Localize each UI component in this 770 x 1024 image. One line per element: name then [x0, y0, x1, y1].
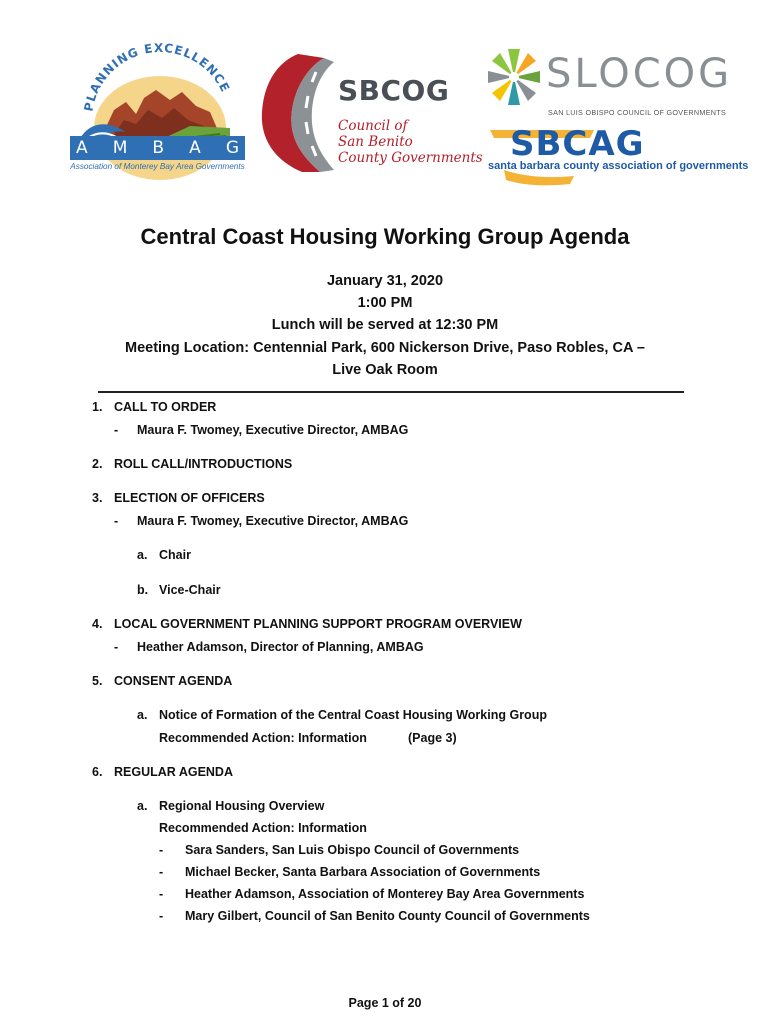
item-title: CALL TO ORDER — [114, 400, 217, 414]
presenter: Maura F. Twomey, Executive Director, AMBAG — [137, 423, 409, 437]
meeting-time: 1:00 PM — [357, 295, 413, 311]
lunch-note: Lunch will be served at 12:30 PM — [271, 317, 499, 333]
meeting-room: Live Oak Room — [332, 362, 438, 378]
ambag-letter: A — [76, 138, 88, 158]
ambag-letter: A — [189, 138, 201, 158]
sbcag-name: SBCAG — [510, 124, 645, 164]
ambag-letters — [70, 138, 245, 158]
document-title: Central Coast Housing Working Group Agenda — [140, 224, 630, 249]
page-reference: (Page 3) — [408, 731, 457, 745]
meeting-location: Meeting Location: Centennial Park, 600 Nickerson Drive, Paso Robles, CA – — [124, 340, 645, 356]
sbcog-subtitle: Council of San Benito County Governments — [338, 118, 483, 166]
meeting-date: January 31, 2020 — [326, 273, 444, 289]
item-number: 5. — [92, 674, 103, 688]
presenter: Heather Adamson, Association of Monterey Bay Area Governments — [185, 887, 585, 901]
road-icon — [258, 52, 338, 174]
slocog-name: SLOCOG — [546, 51, 733, 97]
item-title: CONSENT AGENDA — [114, 674, 233, 688]
ambag-arc-text: PLANNING EXCELLENCE — [81, 40, 233, 113]
item-number: 4. — [92, 617, 103, 631]
item-title: ROLL CALL/INTRODUCTIONS — [114, 457, 293, 471]
sunburst-icon — [484, 45, 544, 105]
presenter: Heather Adamson, Director of Planning, AMBAG — [137, 640, 424, 654]
presenter: Maura F. Twomey, Executive Director, AMBAG — [137, 514, 409, 528]
slocog-tagline: SAN LUIS OBISPO COUNCIL OF GOVERNMENTS — [548, 108, 727, 117]
item-number: 1. — [92, 400, 103, 414]
slocog-logo — [484, 45, 734, 120]
item-number: 2. — [92, 457, 103, 471]
presenter: Mary Gilbert, Council of San Benito County Council of Governments — [185, 909, 590, 923]
ambag-letter: G — [225, 138, 239, 158]
ambag-letter: B — [152, 138, 165, 158]
ambag-subtitle: Association of Monterey Bay Area Governments — [70, 162, 245, 171]
sbcog-name: SBCOG — [338, 74, 450, 107]
item-title: ELECTION OF OFFICERS — [114, 491, 265, 505]
item-number: 3. — [92, 491, 103, 505]
ambag-letter: M — [112, 138, 128, 158]
page-number: Page 1 of 20 — [348, 996, 422, 1010]
item-number: 6. — [92, 765, 103, 779]
ambag-logo — [70, 40, 245, 180]
presenter: Michael Becker, Santa Barbara Association of Governments — [185, 865, 541, 879]
item-title: REGULAR AGENDA — [114, 765, 233, 779]
sbcag-tagline: santa barbara county association of governments — [488, 160, 749, 172]
ambag-logo-graphic — [70, 40, 245, 180]
item-title: LOCAL GOVERNMENT PLANNING SUPPORT PROGRAM OVERVIEW — [114, 617, 522, 631]
header-divider — [98, 391, 684, 393]
presenter: Sara Sanders, San Luis Obispo Council of Governments — [185, 843, 520, 857]
sbcag-logo — [484, 124, 749, 188]
sbcog-logo — [258, 52, 488, 174]
